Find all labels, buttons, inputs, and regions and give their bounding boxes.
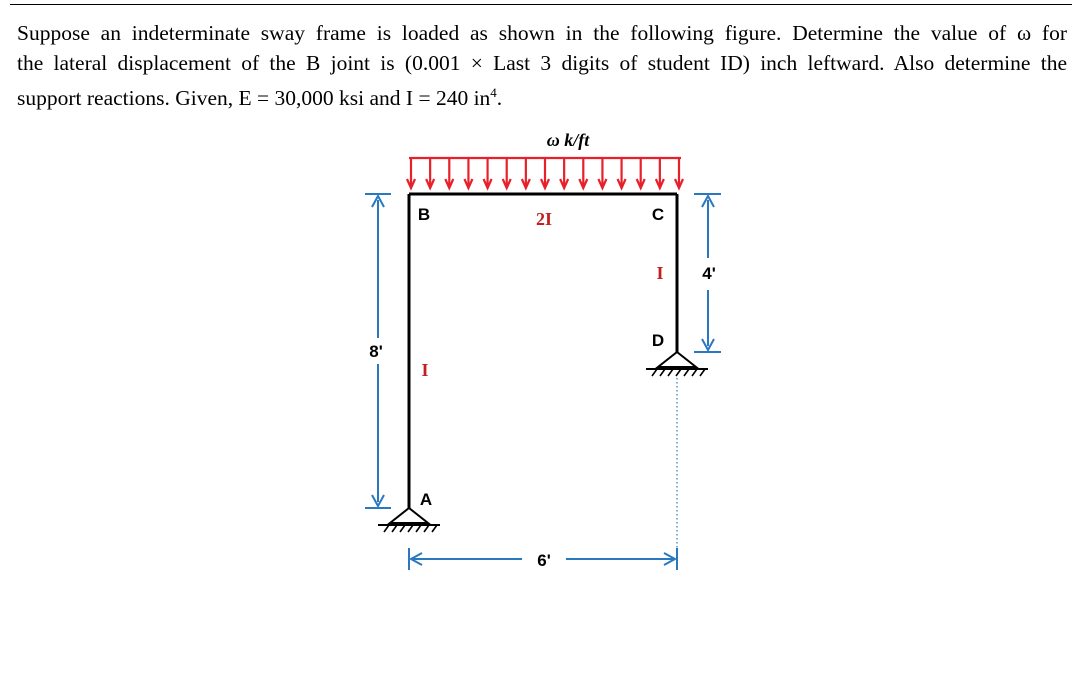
column-cd-stiffness-label: I bbox=[656, 263, 664, 283]
hatch-a bbox=[384, 525, 437, 532]
joint-label-d: D bbox=[651, 331, 665, 350]
support-d bbox=[646, 352, 708, 376]
pin-triangle-a bbox=[390, 508, 428, 523]
distributed-load bbox=[407, 158, 683, 188]
joint-label-b: B bbox=[417, 205, 431, 224]
beam-stiffness-label: 2I bbox=[535, 209, 553, 229]
dim-height-left-label: 8' bbox=[369, 342, 383, 361]
problem-line-3-end: . bbox=[496, 86, 503, 111]
joint-label-c: C bbox=[651, 205, 665, 224]
column-ab-stiffness-label: I bbox=[421, 360, 429, 380]
pin-triangle-d bbox=[658, 352, 696, 367]
problem-line-1: Suppose an indeterminate sway frame is loaded as shown in the following figure. Determine the value of ω for bbox=[17, 21, 1067, 45]
support-a bbox=[378, 508, 440, 532]
exponent: 4 bbox=[490, 85, 497, 100]
load-arrows bbox=[407, 158, 683, 188]
hatch-d bbox=[652, 369, 705, 376]
problem-line-3-text: support reactions. Given, E = 30,000 ksi and I = 240 in bbox=[17, 86, 491, 111]
load-label: ω k/ft bbox=[546, 130, 590, 150]
joint-label-a: A bbox=[419, 490, 433, 509]
problem-line-2: the lateral displacement of the B joint is (0.001 × Last 3 digits of student ID) inch leftward. Also determine the bbox=[17, 51, 1067, 75]
frame-members bbox=[409, 194, 677, 508]
dim-height-right-label: 4' bbox=[702, 264, 716, 283]
dim-span-label: 6' bbox=[537, 551, 551, 570]
